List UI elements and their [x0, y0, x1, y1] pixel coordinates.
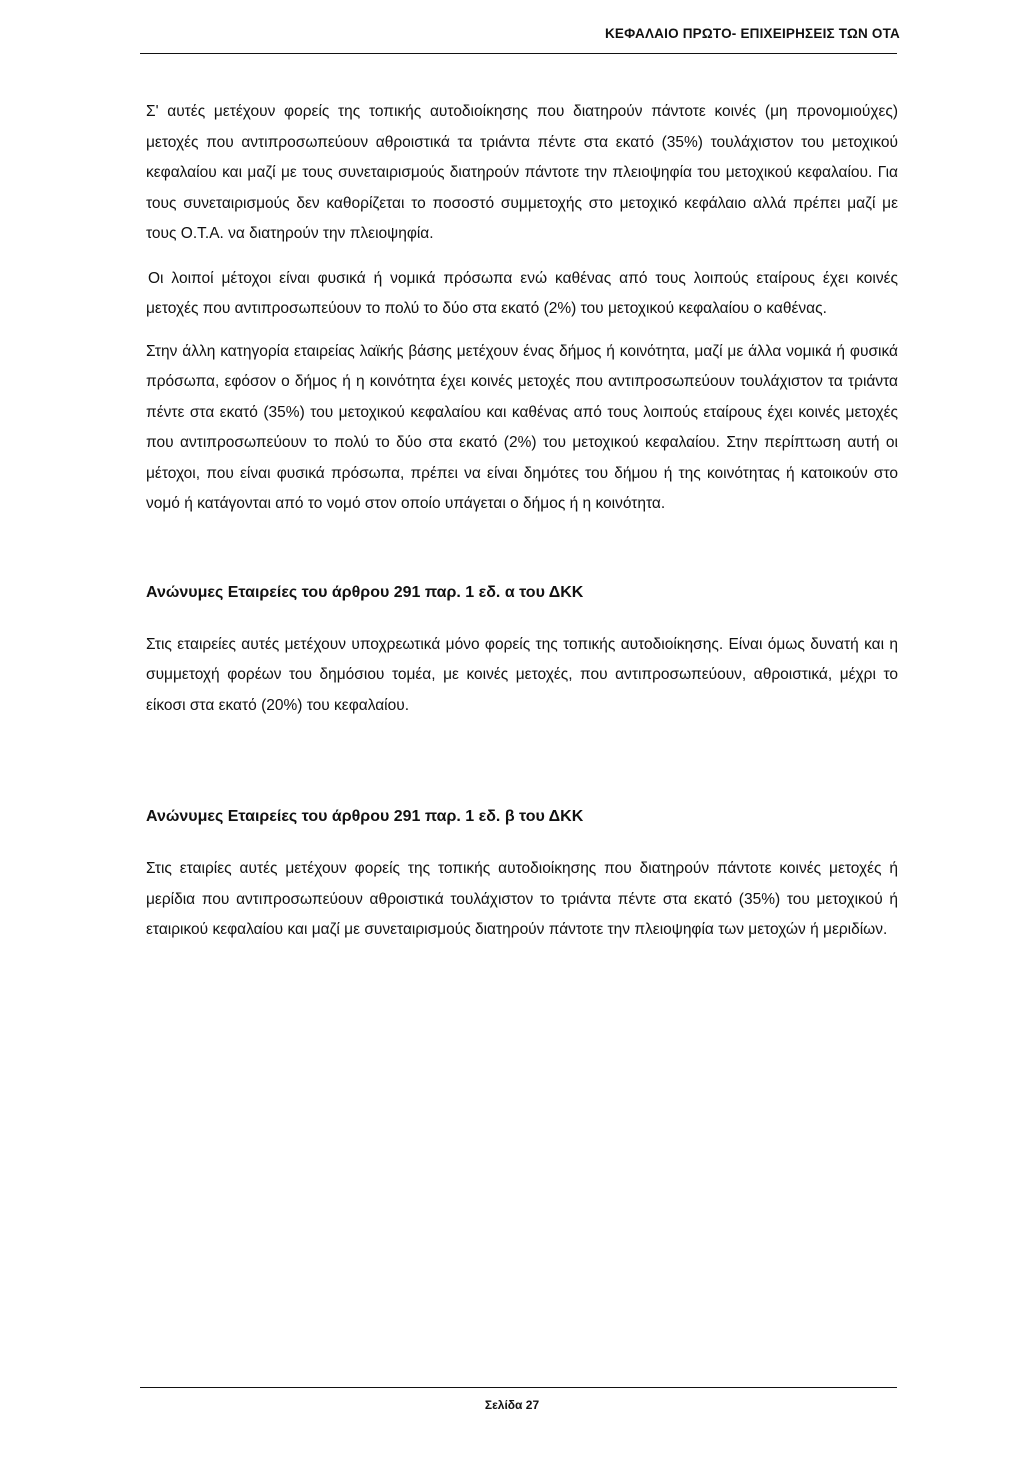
paragraph-article-291-b: Στις εταιρίες αυτές μετέχουν φορείς της τοπικής αυτοδιοίκησης που διατηρούν πάντοτε κοινές μετοχές ή μερίδια που αντιπροσωπεύουν αθροιστικά τουλάχιστον το τριάντα πέντε στα εκατό (35%) του μετοχικού ή εταιρικού κεφαλαίου και μαζί με συνεταιρισμούς διατηρούν πάντοτε την πλειοψηφία των μετοχών ή μεριδίων.: [146, 860, 898, 938]
footer-divider: [140, 1387, 897, 1388]
paragraph-other-shareholders: Οι λοιποί μέτοχοι είναι φυσικά ή νομικά πρόσωπα ενώ καθένας από τους λοιπούς εταίρους έχει κοινές μετοχές που αντιπροσωπεύουν το πολύ το δύο στα εκατό (2%) του μετοχικού κεφαλαίου ο καθένας.: [146, 269, 898, 317]
section-heading-article-291-b: Ανώνυμες Εταιρείες του άρθρου 291 παρ. 1 εδ. β του ΔΚΚ: [146, 808, 584, 825]
header-divider: [140, 53, 897, 54]
paragraph-ota-shareholders: Σ' αυτές μετέχουν φορείς της τοπικής αυτοδιοίκησης που διατηρούν πάντοτε κοινές (μη προνομιούχες) μετοχές που αντιπροσωπεύουν αθροιστικά τα τριάντα πέντε στα εκατό (35%) τουλάχιστον του μετοχικού κεφαλαίου και μαζί με τους συνεταιρισμούς διατηρούν πάντοτε την πλειοψηφία του μετοχικού κεφαλαίου. Για τους συνεταιρισμούς δεν καθορίζεται το ποσοστό συμμετοχής στο μετοχικό κεφάλαιο αλλά πρέπει μαζί με τους Ο.Τ.Α. να διατηρούν την πλειοψηφία.: [146, 103, 898, 242]
page-body: [146, 97, 898, 946]
page-number: Σελίδα 27: [484, 1398, 540, 1412]
running-header: ΚΕΦΑΛΑΙΟ ΠΡΩΤΟ- ΕΠΙΧΕΙΡΗΣΕΙΣ ΤΩΝ ΟΤΑ: [604, 26, 900, 41]
paragraph-article-291-a: Στις εταιρείες αυτές μετέχουν υποχρεωτικά μόνο φορείς της τοπικής αυτοδιοίκησης. Είναι όμως δυνατή και η συμμετοχή φορέων του δημόσιου τομέα, με κοινές μετοχές, που αντιπροσωπεύουν, αθροιστικά, μέχρι το είκοσι στα εκατό (20%) του κεφαλαίου.: [146, 635, 898, 714]
paragraph-popular-base-companies: Στην άλλη κατηγορία εταιρείας λαϊκής βάσης μετέχουν ένας δήμος ή κοινότητα, μαζί με άλλα νομικά ή φυσικά πρόσωπα, εφόσον ο δήμος ή η κοινότητα έχει κοινές μετοχές που αντιπροσωπεύουν τουλάχιστον τα τριάντα πέντε στα εκατό (35%) του μετοχικού κεφαλαίου και καθένας από τους λοιπούς εταίρους έχει κοινές μετοχές που αντιπροσωπεύουν το πολύ το δύο στα εκατό (2%) του μετοχικού κεφαλαίου. Στην περίπτωση αυτή οι μέτοχοι, που είναι φυσικά πρόσωπα, πρέπει να είναι δημότες του δήμου ή της κοινότητας ή κατοικούν στο νομό ή κατάγονται από το νομό στον οποίο υπάγεται ο δήμος ή η κοινότητα.: [146, 342, 898, 512]
section-heading-article-291-a: Ανώνυμες Εταιρείες του άρθρου 291 παρ. 1 εδ. α του ΔΚΚ: [146, 583, 584, 601]
